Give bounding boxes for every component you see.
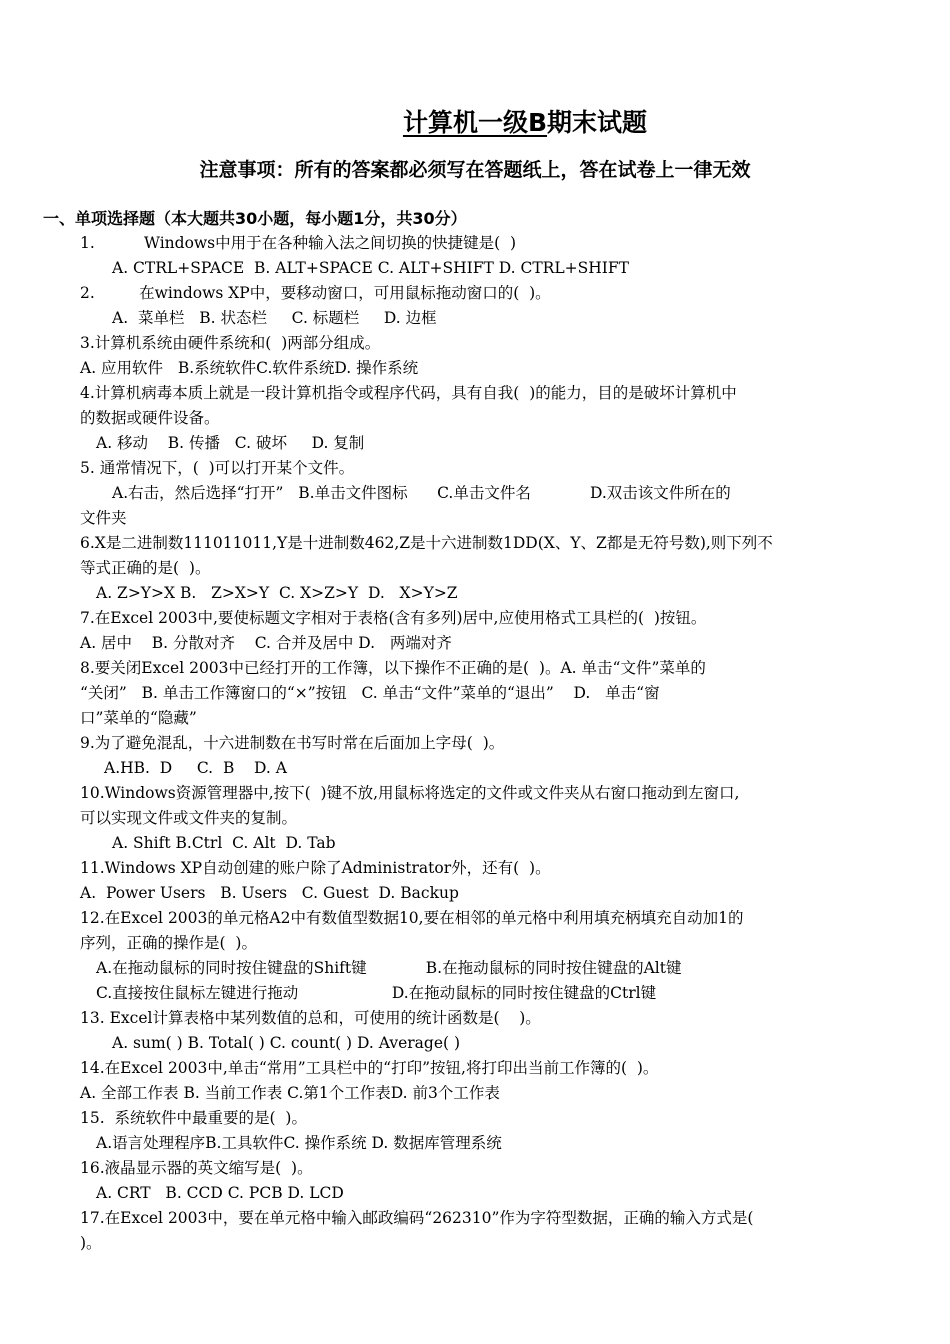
option-line: A. CRT B. CCD C. PCB D. LCD (96, 1184, 344, 1202)
question-line: 10.Windows资源管理器中,按下( )键不放,用鼠标将选定的文件或文件夹从右窗口拖动到左窗口, (80, 784, 740, 802)
option-line: A. CTRL+SPACE B. ALT+SPACE C. ALT+SHIFT D. CTRL+SHIFT (112, 259, 629, 277)
exam-title (0, 104, 950, 142)
exam-title-rest: 期末试题 (547, 108, 648, 137)
question-line: 14.在Excel 2003中,单击“常用”工具栏中的“打印”按钮,将打印出当前工作簿的( )。 (80, 1059, 659, 1077)
question-line: 1. Windows中用于在各种输入法之间切换的快捷键是( ) (80, 234, 517, 252)
question-line: 15. 系统软件中最重要的是( )。 (80, 1109, 307, 1127)
question-line: 的数据或硬件设备。 (80, 409, 220, 427)
question-line: 序列，正确的操作是( )。 (80, 934, 257, 952)
question-line: 2. 在windows XP中，要移动窗口，可用鼠标拖动窗口的( )。 (80, 284, 551, 302)
option-line: 文件夹 (80, 509, 127, 527)
question-line: )。 (80, 1234, 102, 1252)
question-line: 3.计算机系统由硬件系统和( )两部分组成。 (80, 334, 381, 352)
question-line: “关闭” B. 单击工作簿窗口的“×”按钮 C. 单击“文件”菜单的“退出” D. 单击“窗 (80, 684, 660, 702)
option-line: C.直接按住鼠标左键进行拖动 D.在拖动鼠标的同时按住键盘的Ctrl键 (96, 984, 657, 1002)
option-line: A.右击，然后选择“打开” B.单击文件图标 C.单击文件名 D.双击该文件所在的 (112, 484, 731, 502)
option-line: A. 移动 B. 传播 C. 破坏 D. 复制 (96, 434, 365, 452)
option-line: A. sum( ) B. Total( ) C. count( ) D. Average( ) (112, 1034, 461, 1052)
option-line: A.HB. D C. B D. A (104, 759, 287, 777)
question-line: 6.X是二进制数111011011,Y是十进制数462,Z是十六进制数1DD(X、Y、Z都是无符号数),则下列不 (80, 534, 773, 552)
question-line: 7.在Excel 2003中,要使标题文字相对于表格(含有多列)居中,应使用格式工具栏的( )按钮。 (80, 609, 707, 627)
section-heading: 一、单项选择题（本大题共30小题，每小题1分，共30分） (43, 209, 467, 228)
question-line: 17.在Excel 2003中，要在单元格中输入邮政编码“262310”作为字符型数据，正确的输入方式是( (80, 1209, 754, 1227)
question-line: 等式正确的是( )。 (80, 559, 211, 577)
question-line: 可以实现文件或文件夹的复制。 (80, 809, 298, 827)
option-line: A. Z>Y>X B. Z>X>Y C. X>Z>Y D. X>Y>Z (96, 584, 458, 602)
option-line: A. 应用软件 B.系统软件C.软件系统D. 操作系统 (80, 359, 419, 377)
question-line: 12.在Excel 2003的单元格A2中有数值型数据10,要在相邻的单元格中利用填充柄填充自动加1的 (80, 909, 744, 927)
question-line: 4.计算机病毒本质上就是一段计算机指令或程序代码，具有自我( )的能力，目的是破坏计算机中 (80, 384, 737, 402)
option-line: A.语言处理程序B.工具软件C. 操作系统 D. 数据库管理系统 (96, 1134, 502, 1152)
question-line: 口”菜单的“隐藏” (80, 709, 197, 727)
option-line: A. Power Users B. Users C. Guest D. Backup (80, 884, 459, 902)
option-line: A. 居中 B. 分散对齐 C. 合并及居中 D. 两端对齐 (80, 634, 452, 652)
option-line: A.在拖动鼠标的同时按住键盘的Shift键 B.在拖动鼠标的同时按住键盘的Alt键 (96, 959, 682, 977)
exam-title-underlined: 计算机一级B (402, 108, 548, 137)
exam-notice: 注意事项：所有的答案都必须写在答题纸上，答在试卷上一律无效 (199, 159, 751, 181)
question-line: 5. 通常情况下，( )可以打开某个文件。 (80, 459, 355, 477)
question-line: 9.为了避免混乱，十六进制数在书写时常在后面加上字母( )。 (80, 734, 505, 752)
option-line: A. 菜单栏 B. 状态栏 C. 标题栏 D. 边框 (112, 309, 437, 327)
question-line: 8.要关闭Excel 2003中已经打开的工作簿，以下操作不正确的是( )。A. 单击“文件”菜单的 (80, 659, 706, 677)
question-line: 11.Windows XP自动创建的账户除了Administrator外，还有( )。 (80, 859, 551, 877)
question-line: 13. Excel计算表格中某列数值的总和，可使用的统计函数是( )。 (80, 1009, 541, 1027)
option-line: A. Shift B.Ctrl C. Alt D. Tab (112, 834, 336, 852)
question-line: 16.液晶显示器的英文缩写是( )。 (80, 1159, 313, 1177)
option-line: A. 全部工作表 B. 当前工作表 C.第1个工作表D. 前3个工作表 (80, 1084, 500, 1102)
